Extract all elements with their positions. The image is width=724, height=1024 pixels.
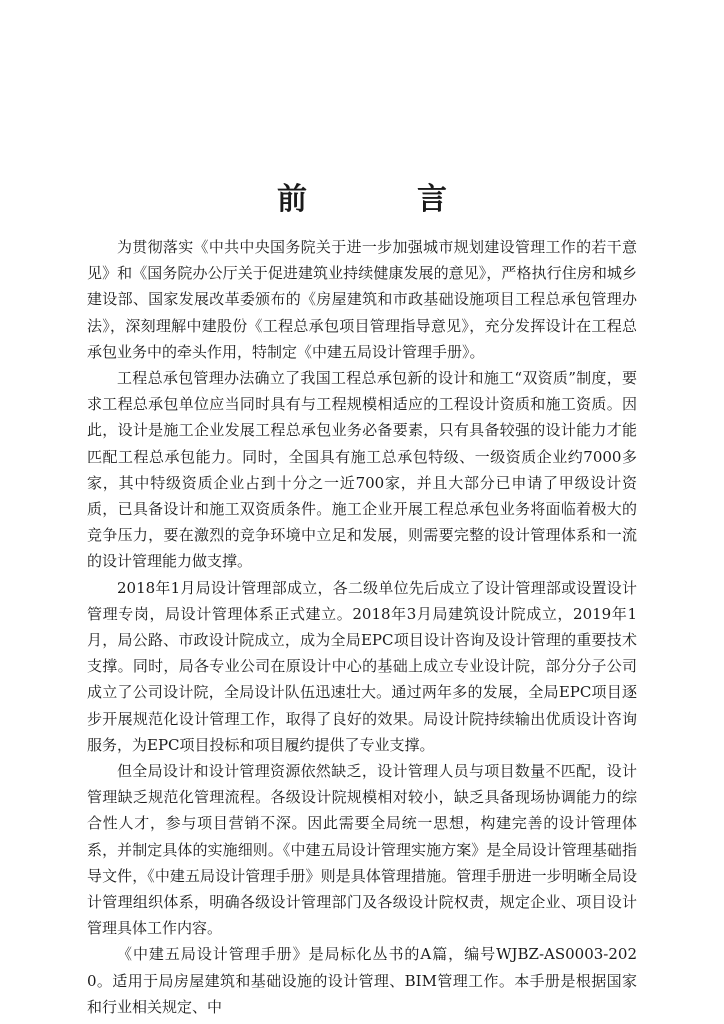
paragraph: 为贯彻落实《中共中央国务院关于进一步加强城市规划建设管理工作的若干意见》和《国务院办公厅关于促进建筑业持续健康发展的意见》，严格执行住房和城乡建设部、国家发展改革委颁布的《房屋建筑和市政基础设施项目工程总承包管理办法》，深刻理解中建股份《工程总承包项目管理指导意见》，充分发挥设计在工程总承包业务中的牵头作用，特制定《中建五局设计管理手册》。 bbox=[87, 238, 637, 361]
paragraph: 2018年1月局设计管理部成立，各二级单位先后成立了设计管理部或设置设计管理专岗，局设计管理体系正式建立。2018年3月局建筑设计院成立，2019年1月，局公路、市政设计院成立，成为全局EPC项目设计咨询及设计管理的重要技术支撑。同时，局各专业公司在原设计中心的基础上成立专业设计院，部分分子公司成立了公司设计院，全局设计队伍迅速壮大。通过两年多的发展，全局EPC项目逐步开展规范化设计管理工作，取得了良好的效果。局设计院持续输出优质设计咨询服务，为EPC项目投标和项目履约提供了专业支撑。 bbox=[87, 578, 637, 754]
paragraph: 但全局设计和设计管理资源依然缺乏，设计管理人员与项目数量不匹配，设计管理缺乏规范化管理流程。各级设计院规模相对较小，缺乏具备现场协调能力的综合性人才，参与项目营销不深。因此需要全局统一思想，构建完善的设计管理体系，并制定具体的实施细则。《中建五局设计管理实施方案》是全局设计管理基础指导文件，《中建五局设计管理手册》则是具体管理措施。管理手册进一步明晰全局设计管理组织体系，明确各级设计管理部门及各级设计院权责，规定企业、项目设计管理具体工作内容。 bbox=[87, 762, 637, 938]
body-text bbox=[87, 234, 637, 1020]
page-title: 前 言 bbox=[277, 182, 487, 218]
paragraph: 《中建五局设计管理手册》是局标化丛书的A篇，编号WJBZ-AS0003-2020。适用于局房屋建筑和基础设施的设计管理、BIM管理工作。本手册是根据国家和行业相关规定、中 bbox=[87, 945, 637, 1016]
paragraph: 工程总承包管理办法确立了我国工程总承包新的设计和施工“双资质”制度，要求工程总承包单位应当同时具有与工程规模相适应的工程设计资质和施工资质。因此，设计是施工企业发展工程总承包业务必备要素，只有具备较强的设计能力才能匹配工程总承包能力。同时，全国具有施工总承包特级、一级资质企业约7000多家，其中特级资质企业占到十分之一近700家，并且大部分已申请了甲级设计资质，已具备设计和施工双资质条件。施工企业开展工程总承包业务将面临着极大的竞争压力，要在激烈的竞争环境中立足和发展，则需要完整的设计管理体系和一流的设计管理能力做支撑。 bbox=[87, 369, 637, 571]
